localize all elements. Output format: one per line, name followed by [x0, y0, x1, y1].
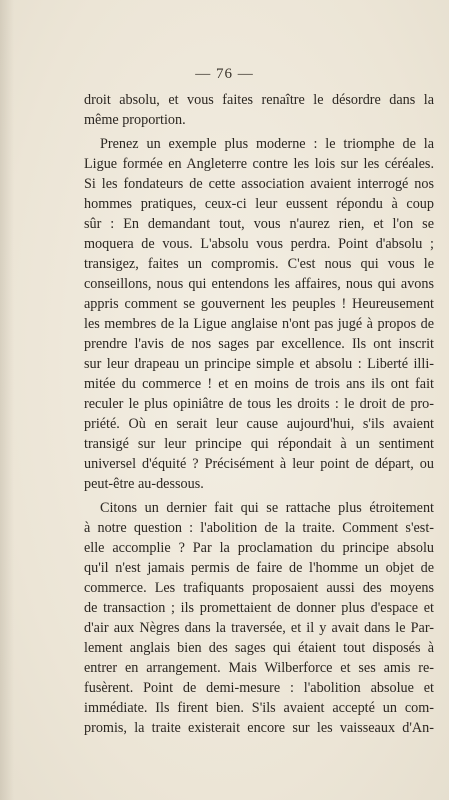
- text-line: droit absolu, et vous faites renaître le désordre dans la: [84, 92, 434, 108]
- text-line: hommes pratiques, ceux-ci leur eussent répondu à coup: [84, 196, 434, 212]
- text-line: transigez, faites un compromis. C'est nous qui vous le: [84, 256, 434, 272]
- paragraph: [84, 134, 434, 494]
- page-number: — 76 —: [195, 66, 254, 82]
- text-line: sûr : En demandant tout, vous n'aurez rien, et l'on se: [84, 216, 434, 232]
- paragraph: [84, 90, 434, 130]
- text-line: transigé sur leur principe qui répondait à un sentiment: [84, 436, 434, 452]
- text-line: conseillons, nous qui entendons les affaires, nous qui avons: [84, 276, 434, 292]
- text-line: immédiate. Ils firent bien. S'ils avaient accepté un com-: [84, 700, 434, 716]
- text-line: Prenez un exemple plus moderne : le triomphe de la: [100, 136, 434, 152]
- text-line: à notre question : l'abolition de la traite. Comment s'est-: [84, 520, 434, 536]
- text-line: reculer le plus opiniâtre de tous les droits : le droit de pro-: [84, 396, 434, 412]
- text-line: prendre l'avis de nos sages par excellence. Ils ont inscrit: [84, 336, 434, 352]
- text-line: Citons un dernier fait qui se rattache plus étroitement: [100, 500, 434, 516]
- text-line: commerce. Les trafiquants proposaient aussi des moyens: [84, 580, 434, 596]
- text-line: elle accomplie ? Par la proclamation du principe absolu: [84, 540, 434, 556]
- text-line: les membres de la Ligue anglaise n'ont pas jugé à propos de: [84, 316, 434, 332]
- text-line: sur leur drapeau un principe simple et absolu : Liberté illi-: [84, 356, 434, 372]
- body-text: [84, 90, 434, 738]
- text-line: mitée du commerce ! et en moins de trois ans ils ont fait: [84, 376, 434, 392]
- text-line: lement anglais bien des sages qui étaient tout disposés à: [84, 640, 434, 656]
- text-line: de transaction ; ils promettaient de donner plus d'espace et: [84, 600, 434, 616]
- text-line: priété. Où en serait leur cause aujourd'hui, s'ils avaient: [84, 416, 434, 432]
- text-line: Ligue formée en Angleterre contre les lois sur les céréales.: [84, 156, 434, 172]
- text-line: fusèrent. Point de demi-mesure : l'abolition absolue et: [84, 680, 434, 696]
- text-line: Si les fondateurs de cette association avaient interrogé nos: [84, 176, 434, 192]
- text-line: même proportion.: [84, 112, 186, 128]
- paragraph: [84, 498, 434, 738]
- text-line: qu'il n'est jamais permis de faire de l'homme un objet de: [84, 560, 434, 576]
- text-line: peut-être au-dessous.: [84, 476, 204, 492]
- text-line: universel d'équité ? Précisément à leur point de départ, ou: [84, 456, 434, 472]
- text-line: promis, la traite existerait encore sur les vaisseaux d'An-: [84, 720, 434, 736]
- text-line: entrer en arrangement. Mais Wilberforce et ses amis re-: [84, 660, 434, 676]
- text-line: appris comment se gouvernent les peuples ! Heureusement: [84, 296, 434, 312]
- text-line: moquera de vous. L'absolu vous perdra. Point d'absolu ;: [84, 236, 434, 252]
- page-gutter-shadow: [0, 0, 14, 800]
- text-line: d'air aux Nègres dans la traversée, et il y avait dans le Par-: [84, 620, 434, 636]
